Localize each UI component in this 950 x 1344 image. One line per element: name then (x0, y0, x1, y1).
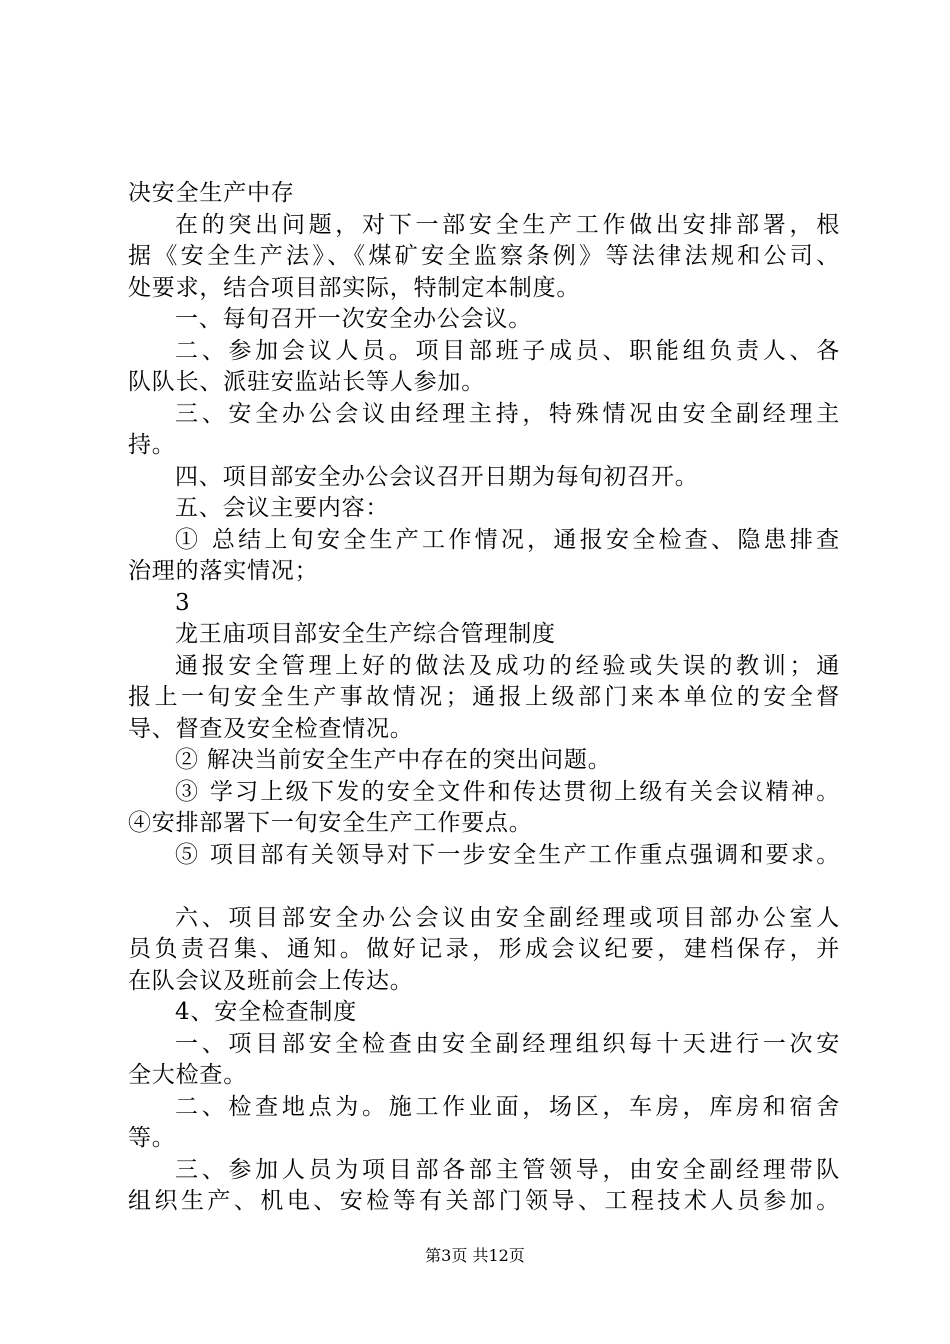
text-line: ① 总结上旬安全生产工作情况，通报安全检查、隐患排查 (175, 526, 840, 553)
text-line: 二、参加会议人员。项目部班子成员、职能组负责人、各 (175, 337, 840, 364)
text-line: 一、项目部安全检查由安全副经理组织每十天进行一次安 (175, 1030, 840, 1057)
text-line: 等。 (128, 1125, 176, 1151)
text-line: 三、参加人员为项目部各部主管领导，由安全副经理带队 (175, 1156, 840, 1183)
text-line: 全大检查。 (128, 1062, 247, 1088)
text-line: 队队长、派驻安监站长等人参加。 (128, 369, 485, 395)
text-line: 五、会议主要内容： (175, 495, 390, 521)
text-line: 治理的落实情况； (128, 558, 319, 584)
text-line: ② 解决当前安全生产中存在的突出问题。 (175, 747, 612, 773)
text-line: ③ 学习上级下发的安全文件和传达贯彻上级有关会议精神。 (175, 778, 840, 805)
text-line: 四、项目部安全办公会议召开日期为每旬初召开。 (175, 463, 699, 490)
text-line: 据《安全生产法》、《煤矿安全监察条例》等法律法规和公司、 (128, 243, 840, 269)
text-line: 导、督查及安全检查情况。 (128, 715, 414, 742)
text-line: 三、安全办公会议由经理主持，特殊情况由安全副经理主 (175, 400, 840, 427)
text-line: ⑤ 项目部有关领导对下一步安全生产工作重点强调和要求。 (175, 841, 840, 868)
blank-line (128, 871, 840, 903)
text-line: 在的突出问题，对下一部安全生产工作做出安排部署，根 (175, 211, 840, 238)
text-line: 在队会议及班前会上传达。 (128, 967, 414, 994)
text-line: 决安全生产中存 (128, 180, 295, 206)
text-line: 员负责召集、通知。做好记录，形成会议纪要，建档保存，并 (128, 936, 840, 962)
section-title: 龙王庙项目部安全生产综合管理制度 (175, 621, 556, 647)
text-line: 处要求，结合项目部实际，特制定本制度。 (128, 274, 581, 301)
page-marker: 3 (175, 589, 191, 616)
document-body (128, 178, 840, 1218)
text-line: 通报安全管理上好的做法及成功的经验或失误的教训；通 (175, 652, 840, 679)
text-line: 报上一旬安全生产事故情况；通报上级部门来本单位的安全督 (128, 684, 840, 710)
section-heading: 4、安全检查制度 (175, 999, 358, 1025)
text-line: ④安排部署下一旬安全生产工作要点。 (128, 810, 533, 836)
text-line: 一、每旬召开一次安全办公会议。 (175, 306, 532, 332)
text-line: 二、检查地点为。施工作业面，场区，车房，库房和宿舍 (175, 1093, 840, 1120)
text-line: 组织生产、机电、安检等有关部门领导、工程技术人员参加。 (128, 1188, 840, 1214)
page-footer: 第3页 共12页 (425, 1246, 525, 1265)
text-line: 六、项目部安全办公会议由安全副经理或项目部办公室人 (175, 904, 840, 931)
text-line: 持。 (128, 432, 176, 458)
